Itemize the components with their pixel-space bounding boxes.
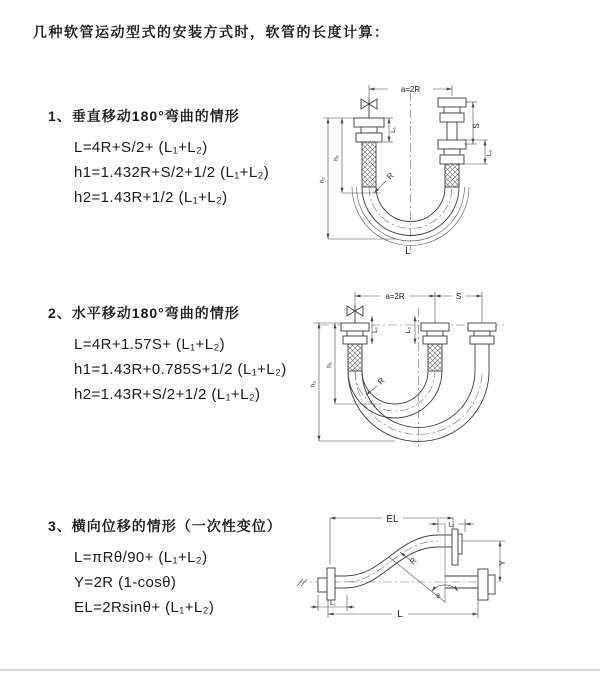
formula-list [74, 332, 287, 407]
right-fitting-lower [438, 140, 466, 187]
formula-line: L=4R+1.57S+ (L₁+L₂) [74, 336, 226, 353]
label-length: L [405, 246, 411, 257]
braided-hose-section [348, 344, 362, 371]
diagram-lateral-s-bend [293, 503, 558, 653]
section-heading: 3、横向位移的情形（一次性变位） [48, 518, 282, 534]
label-h2: h₂ [310, 380, 317, 388]
section-horizontal-movement [48, 303, 287, 407]
section-vertical-movement [48, 106, 269, 210]
formula-line: L=4R+S/2+ (L₁+L₂) [74, 139, 208, 156]
dimension-length-l [328, 600, 478, 620]
left-fitting [341, 323, 369, 371]
page-bottom-rule [0, 669, 600, 671]
label-radius: R [385, 171, 396, 182]
left-flange [318, 568, 345, 600]
formula-list [74, 545, 282, 620]
page-title: 几种软管运动型式的安装方式时，软管的长度计算： [33, 24, 390, 40]
dimension-el [330, 512, 453, 565]
label-span: a=2R [400, 85, 421, 94]
dimension-travel-s [435, 291, 482, 323]
lower-right-flange-original-position [445, 569, 495, 600]
label-angle: θ [436, 593, 440, 600]
left-fitting [354, 118, 384, 187]
label-radius: R [376, 376, 387, 387]
label-length: L [397, 609, 403, 620]
formula-line: EL=2Rsinθ+ (L₁+L₂) [74, 599, 215, 616]
dimension-l1 [372, 316, 379, 344]
radius-leader [366, 376, 387, 395]
formula-line: h2=1.43R+S/2+1/2 (L₁+L₂) [74, 386, 261, 403]
diagram-horizontal-u-bend [295, 283, 535, 458]
centerline-break-mark [297, 579, 307, 586]
braided-hose-section [362, 142, 376, 187]
section-heading: 2、水平移动180°弯曲的情形 [48, 305, 240, 321]
dimension-l2 [405, 316, 415, 344]
label-l2: L₂ [448, 521, 455, 529]
label-l2: L₂ [486, 149, 493, 157]
label-h2: h₂ [319, 176, 326, 184]
braided-hose-section [445, 164, 459, 187]
valve-icon [361, 99, 377, 118]
upper-right-flange [438, 529, 462, 565]
middle-fitting [421, 323, 449, 371]
label-travel: S [472, 123, 481, 129]
formula-line: Y=2R (1-cosθ) [74, 574, 177, 591]
formula-line: h1=1.43R+0.785S+1/2 (L₁+L₂) [74, 361, 287, 378]
section-lateral-displacement [48, 516, 282, 620]
dimension-l1 [383, 118, 397, 142]
braided-hose-section [428, 344, 442, 371]
formula-list [74, 135, 269, 210]
label-l2: L₂ [405, 326, 412, 334]
valve-icon [347, 305, 363, 323]
label-radius: R [408, 556, 419, 567]
label-l1: L₁ [330, 600, 336, 607]
formula-line: h1=1.432R+S/2+1/2 (L₁+L₂) [74, 164, 270, 181]
label-h1: h₁ [326, 362, 333, 368]
label-h1: h₁ [333, 155, 340, 161]
label-span: a=2R [385, 292, 405, 301]
formula-line: h2=1.43R+1/2 (L₁+L₂) [74, 189, 228, 206]
dimension-span-a2r [355, 291, 435, 323]
dimension-l2 [429, 519, 474, 532]
diagram-vertical-u-bend [295, 72, 535, 257]
dimension-travel-s [464, 102, 481, 144]
label-offset: Y [498, 560, 507, 566]
label-travel: S [455, 292, 462, 301]
formula-line: L=πRθ/90+ (L₁+L₂) [74, 549, 208, 566]
label-l1: L₁ [390, 127, 397, 133]
label-el: EL [386, 514, 399, 525]
section-heading: 1、垂直移动180°弯曲的情形 [48, 108, 240, 124]
label-l1: L₁ [372, 327, 379, 333]
right-fitting-upper [438, 98, 466, 122]
hose-s-curve [345, 535, 438, 588]
radius-leader [374, 171, 396, 193]
right-fitting-shifted [468, 323, 496, 371]
